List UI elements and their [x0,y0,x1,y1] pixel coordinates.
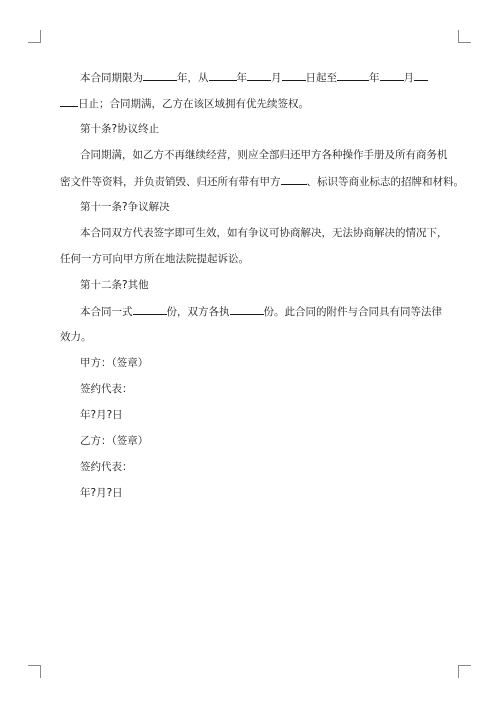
article-10-text-a: 密文件等资料，并负责销毁、归还所有带有甲方 [60,176,281,188]
party-b-representative: 签约代表： [80,461,133,473]
crop-mark-top-left [28,30,41,43]
article-12-text-b: 份，双方各执 [166,306,230,318]
party-a-representative: 签约代表： [80,383,133,395]
article-10-heading: 第十条?协议终止 [80,123,160,135]
article-10-text-b: 、标识等商业标志的招牌和材料。 [306,176,464,188]
party-a-date: 年?月?日 [80,409,123,421]
term-text-b: 年，从 [177,72,209,84]
blank-to-month [380,70,404,81]
party-a-seal: 甲方：（签章） [80,357,149,369]
term-text-h: 日止；合同期满，乙方在该区域拥有优先续签权。 [78,98,309,110]
blank-to-day-end [60,96,78,107]
blank-to-day-start [414,70,428,81]
term-text-e: 日起至 [305,72,337,84]
term-text-a: 本合同期限为 [80,72,143,84]
term-line-1 [80,70,428,85]
blank-copies-each [230,304,264,315]
article-12-line-1 [80,304,442,319]
blank-trademark [281,174,307,185]
blank-copies-total [133,304,167,315]
blank-from-month [247,70,271,81]
article-10-line-2 [60,174,464,189]
blank-to-year [337,70,369,81]
article-11-line-1: 本合同双方代表签字即可生效，如有争议可协商解决，无法协商解决的情况下， [80,227,448,239]
blank-start-year [143,70,177,81]
party-b-date: 年?月?日 [80,487,123,499]
crop-mark-bottom-right [458,665,471,678]
term-text-f: 年 [369,72,380,84]
blank-from-year [209,70,237,81]
blank-from-day [282,70,306,81]
article-12-text-c: 份。此合同的附件与合同具有同等法律 [263,306,442,318]
party-b-seal: 乙方：（签章） [80,435,149,447]
term-line-2 [60,96,309,111]
article-12-text-a: 本合同一式 [80,306,133,318]
article-12-line-2: 效力。 [60,331,92,343]
article-10-line-1: 合同期满，如乙方不再继续经营，则应全部归还甲方各种操作手册及所有商务机 [80,149,448,161]
term-text-d: 月 [271,72,282,84]
article-11-heading: 第十一条?争议解决 [80,201,170,213]
term-text-g: 月 [403,72,414,84]
crop-mark-bottom-left [28,665,41,678]
term-text-c: 年 [236,72,247,84]
crop-mark-top-right [458,30,471,43]
article-11-line-2: 任何一方可向甲方所在地法院提起诉讼。 [60,253,249,265]
article-12-heading: 第十二条?其他 [80,279,149,291]
